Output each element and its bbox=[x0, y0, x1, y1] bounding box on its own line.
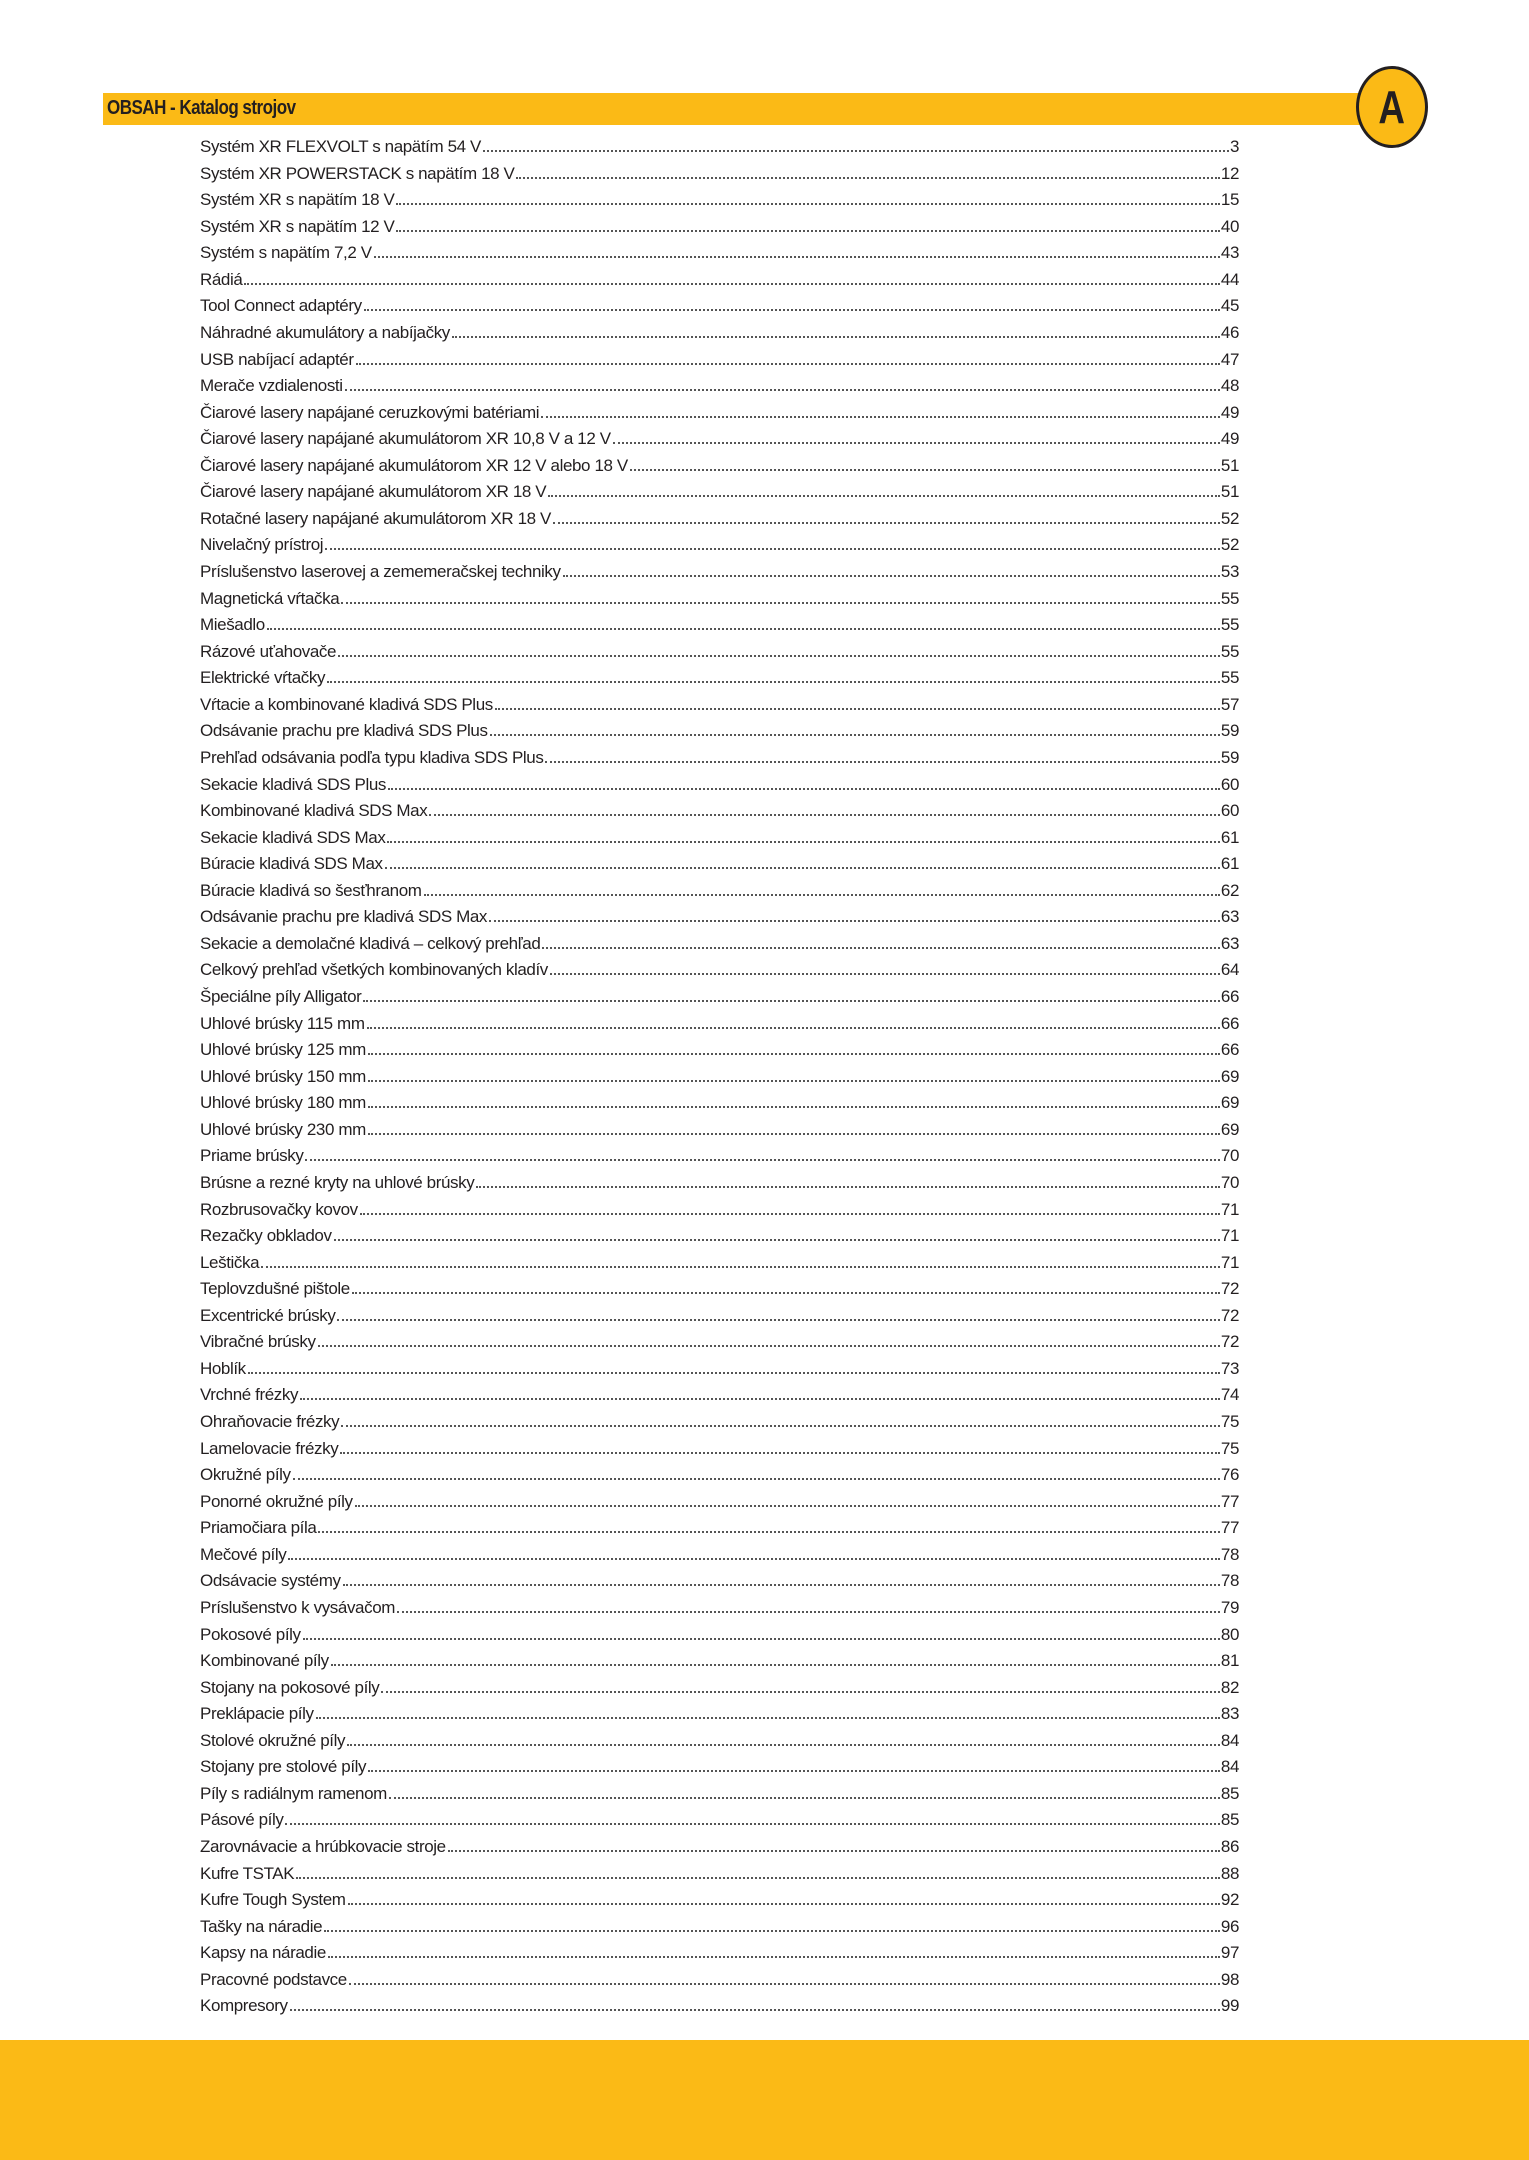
toc-entry[interactable] bbox=[200, 214, 1239, 241]
toc-entry[interactable] bbox=[200, 851, 1239, 878]
toc-entry-label: Píly s radiálnym ramenom bbox=[200, 1783, 387, 1803]
dot-leader bbox=[368, 1080, 1220, 1082]
dot-leader bbox=[300, 1398, 1220, 1400]
toc-entry-label: Rázové uťahovače bbox=[200, 641, 337, 661]
toc-entry-label: Kufre Tough System bbox=[200, 1890, 346, 1910]
toc-entry[interactable] bbox=[200, 1143, 1239, 1170]
toc-entry-page: 57 bbox=[1220, 694, 1239, 714]
toc-entry-page: 49 bbox=[1220, 402, 1239, 422]
toc-entry-label: Systém XR FLEXVOLT s napätím 54 V bbox=[200, 137, 481, 156]
dot-leader bbox=[305, 1159, 1219, 1161]
toc-entry-page: 71 bbox=[1220, 1226, 1239, 1246]
toc-entry[interactable] bbox=[200, 1568, 1239, 1595]
toc-entry[interactable] bbox=[200, 1728, 1239, 1755]
toc-entry-page: 55 bbox=[1220, 615, 1239, 635]
dot-leader bbox=[553, 522, 1220, 524]
dot-leader bbox=[397, 1611, 1220, 1613]
dot-leader bbox=[288, 1558, 1220, 1560]
toc-entry-label: Systém XR s napätím 12 V bbox=[200, 216, 395, 236]
toc-entry-label: Rozbrusovačky kovov bbox=[200, 1199, 358, 1219]
toc-entry[interactable] bbox=[200, 1701, 1239, 1728]
dot-leader bbox=[489, 920, 1220, 922]
toc-entry-page: 81 bbox=[1220, 1651, 1239, 1671]
toc-entry[interactable] bbox=[200, 1462, 1239, 1489]
toc-entry-page: 80 bbox=[1220, 1624, 1239, 1644]
dot-leader bbox=[290, 2009, 1220, 2011]
dot-leader bbox=[334, 1239, 1220, 1241]
toc-entry-label: Sekacie kladivá SDS Plus bbox=[200, 774, 386, 794]
dot-leader bbox=[293, 1478, 1220, 1480]
toc-entry[interactable] bbox=[200, 1382, 1239, 1409]
toc-entry-page: 69 bbox=[1220, 1066, 1239, 1086]
toc-entry-label: Kapsy na náradie bbox=[200, 1943, 326, 1963]
toc-entry-label: Čiarové lasery napájané ceruzkovými batériami bbox=[200, 402, 540, 422]
toc-entry-page: 71 bbox=[1220, 1199, 1239, 1219]
toc-entry-page: 96 bbox=[1220, 1916, 1239, 1936]
toc-entry[interactable] bbox=[200, 532, 1239, 559]
toc-entry[interactable] bbox=[200, 1303, 1239, 1330]
toc-entry[interactable] bbox=[200, 347, 1239, 374]
dot-leader bbox=[285, 1823, 1219, 1825]
dot-leader bbox=[389, 1797, 1220, 1799]
toc-entry[interactable] bbox=[200, 772, 1239, 799]
toc-entry[interactable] bbox=[200, 1356, 1239, 1383]
dot-leader bbox=[331, 1664, 1220, 1666]
dot-leader bbox=[337, 1319, 1219, 1321]
dot-leader bbox=[343, 1584, 1220, 1586]
toc-entry-label: Celkový prehľad všetkých kombinovaných kladív bbox=[200, 960, 548, 980]
toc-entry-page: 55 bbox=[1220, 588, 1239, 608]
toc-entry-label: Rezačky obkladov bbox=[200, 1226, 332, 1246]
dot-leader bbox=[563, 575, 1220, 577]
toc-entry-page: 99 bbox=[1220, 1996, 1239, 2016]
dot-leader bbox=[490, 734, 1220, 736]
toc-entry[interactable] bbox=[200, 1914, 1239, 1941]
toc-entry-page: 15 bbox=[1220, 190, 1239, 210]
toc-entry-page: 69 bbox=[1220, 1119, 1239, 1139]
toc-entry-page: 45 bbox=[1220, 296, 1239, 316]
dot-leader bbox=[364, 309, 1220, 311]
section-badge bbox=[1356, 66, 1428, 148]
header-bar bbox=[103, 93, 1378, 125]
dot-leader bbox=[327, 681, 1220, 683]
dot-leader bbox=[448, 1850, 1220, 1852]
dot-leader bbox=[318, 1531, 1219, 1533]
footer-band bbox=[0, 2040, 1529, 2160]
dot-leader bbox=[381, 1691, 1219, 1693]
toc-entry-page: 86 bbox=[1220, 1837, 1239, 1856]
toc-entry[interactable] bbox=[200, 1223, 1239, 1250]
toc-entry[interactable] bbox=[200, 1940, 1239, 1967]
dot-leader bbox=[388, 788, 1220, 790]
toc-entry-label: Kombinované kladivá SDS Max bbox=[200, 801, 428, 821]
toc-entry[interactable] bbox=[200, 1542, 1239, 1569]
toc-entry-page: 44 bbox=[1220, 269, 1239, 289]
dot-leader bbox=[542, 947, 1220, 949]
toc-entry-page: 48 bbox=[1220, 376, 1239, 396]
toc-entry[interactable] bbox=[200, 745, 1239, 772]
dot-leader bbox=[355, 1505, 1220, 1507]
toc-entry[interactable] bbox=[200, 1170, 1239, 1197]
toc-entry-page: 74 bbox=[1220, 1385, 1239, 1405]
toc-entry-label: Prehľad odsávania podľa typu kladiva SDS Plus bbox=[200, 747, 544, 767]
dot-leader bbox=[341, 1425, 1220, 1427]
dot-leader bbox=[516, 177, 1219, 179]
toc-entry[interactable] bbox=[200, 586, 1239, 613]
toc-entry-page: 46 bbox=[1220, 322, 1239, 342]
toc-entry-label: Čiarové lasery napájané akumulátorom XR 10,8 V a 12 V bbox=[200, 429, 611, 449]
dot-leader bbox=[303, 1638, 1220, 1640]
toc-entry-label: Leštička bbox=[200, 1252, 260, 1272]
toc-entry-label: Priame brúsky bbox=[200, 1146, 304, 1166]
toc-entry-label: Elektrické vŕtačky bbox=[200, 668, 326, 688]
toc-entry-label: Vibračné brúsky bbox=[200, 1332, 316, 1352]
toc-entry-page: 3 bbox=[1229, 137, 1239, 156]
toc-entry[interactable] bbox=[200, 1064, 1239, 1091]
toc-entry-label: Stojany na pokosové píly bbox=[200, 1677, 380, 1697]
toc-entry[interactable] bbox=[200, 931, 1239, 958]
toc-entry-page: 97 bbox=[1220, 1943, 1239, 1963]
toc-entry-label: Stojany pre stolové píly bbox=[200, 1757, 367, 1777]
toc-entry-page: 73 bbox=[1220, 1358, 1239, 1378]
dot-leader bbox=[368, 1053, 1220, 1055]
toc-entry-page: 66 bbox=[1220, 1013, 1239, 1033]
toc-entry[interactable] bbox=[200, 1011, 1239, 1038]
dot-leader bbox=[349, 1983, 1220, 1985]
dot-leader bbox=[368, 1106, 1220, 1108]
toc-entry[interactable] bbox=[200, 1967, 1239, 1994]
toc-entry-page: 83 bbox=[1220, 1704, 1239, 1724]
toc-entry[interactable] bbox=[200, 453, 1239, 480]
toc-entry-label: Miešadlo bbox=[200, 615, 265, 635]
toc-entry-label: Zarovnávacie a hrúbkovacie stroje bbox=[200, 1837, 446, 1856]
toc-entry[interactable] bbox=[200, 1648, 1239, 1675]
dot-leader bbox=[338, 655, 1220, 657]
dot-leader bbox=[387, 841, 1219, 843]
dot-leader bbox=[452, 336, 1220, 338]
dot-leader bbox=[545, 761, 1219, 763]
toc-entry-page: 92 bbox=[1220, 1890, 1239, 1910]
toc-entry-label: Tašky na náradie bbox=[200, 1916, 323, 1936]
toc-entry[interactable] bbox=[200, 825, 1239, 852]
toc-entry-page: 98 bbox=[1220, 1969, 1239, 1989]
toc-entry-label: Čiarové lasery napájané akumulátorom XR 18 V bbox=[200, 482, 547, 502]
toc-entry-page: 72 bbox=[1220, 1305, 1239, 1325]
dot-leader bbox=[341, 602, 1220, 604]
toc-entry-page: 52 bbox=[1220, 535, 1239, 555]
toc-entry-label: Pracovné podstavce bbox=[200, 1969, 347, 1989]
toc-entry[interactable] bbox=[200, 320, 1239, 347]
toc-entry-page: 66 bbox=[1220, 1040, 1239, 1060]
toc-entry-label: Lamelovacie frézky bbox=[200, 1438, 339, 1458]
toc-entry-page: 77 bbox=[1220, 1491, 1239, 1511]
toc-entry-page: 63 bbox=[1220, 933, 1239, 953]
toc-entry-label: Okružné píly bbox=[200, 1465, 291, 1485]
dot-leader bbox=[348, 1903, 1220, 1905]
toc-entry-page: 71 bbox=[1220, 1252, 1239, 1272]
toc-entry[interactable] bbox=[200, 479, 1239, 506]
toc-entry-page: 47 bbox=[1220, 349, 1239, 369]
toc-entry-label: Uhlové brúsky 150 mm bbox=[200, 1066, 366, 1086]
toc-entry-page: 85 bbox=[1220, 1783, 1239, 1803]
toc-entry-page: 76 bbox=[1220, 1465, 1239, 1485]
toc-entry[interactable] bbox=[200, 187, 1239, 214]
dot-leader bbox=[368, 1770, 1220, 1772]
toc-entry[interactable] bbox=[200, 267, 1239, 294]
toc-entry-page: 75 bbox=[1220, 1412, 1239, 1431]
toc-entry[interactable] bbox=[200, 878, 1239, 905]
toc-entry-label: Kombinované píly bbox=[200, 1651, 329, 1671]
toc-entry-label: Kompresory bbox=[200, 1996, 288, 2016]
toc-entry[interactable] bbox=[200, 1861, 1239, 1888]
toc-entry[interactable] bbox=[200, 957, 1239, 984]
toc-entry-label: Búracie kladivá so šesťhranom bbox=[200, 880, 422, 900]
toc-entry-label: Tool Connect adaptéry bbox=[200, 296, 362, 316]
toc-entry-label: Čiarové lasery napájané akumulátorom XR 12 V alebo 18 V bbox=[200, 455, 628, 475]
toc-entry-page: 62 bbox=[1220, 880, 1239, 900]
toc-entry[interactable] bbox=[200, 400, 1239, 427]
toc-entry-label: Pokosové píly bbox=[200, 1624, 301, 1644]
toc-entry-page: 43 bbox=[1220, 243, 1239, 263]
toc-entry[interactable] bbox=[200, 1276, 1239, 1303]
toc-entry[interactable] bbox=[200, 426, 1239, 453]
toc-entry-label: Excentrické brúsky bbox=[200, 1305, 336, 1325]
toc-entry-page: 53 bbox=[1220, 562, 1239, 581]
toc-entry[interactable] bbox=[200, 612, 1239, 639]
toc-entry[interactable] bbox=[200, 1329, 1239, 1356]
toc-entry[interactable] bbox=[200, 1037, 1239, 1064]
toc-entry-label: Uhlové brúsky 180 mm bbox=[200, 1093, 366, 1113]
dot-leader bbox=[345, 389, 1220, 391]
dot-leader bbox=[340, 1452, 1220, 1454]
toc-entry-label: Rádiá bbox=[200, 269, 243, 289]
toc-entry-label: Systém s napätím 7,2 V bbox=[200, 243, 372, 263]
dot-leader bbox=[367, 1027, 1220, 1029]
toc-entry-page: 75 bbox=[1220, 1438, 1239, 1458]
toc-entry[interactable] bbox=[200, 798, 1239, 825]
toc-entry-page: 61 bbox=[1220, 827, 1239, 847]
toc-entry-page: 60 bbox=[1220, 801, 1239, 821]
dot-leader bbox=[396, 203, 1219, 205]
toc-entry-label: Uhlové brúsky 230 mm bbox=[200, 1119, 366, 1139]
toc-entry-label: Nivelačný prístroj bbox=[200, 535, 324, 555]
toc-entry-page: 52 bbox=[1220, 508, 1239, 528]
toc-entry[interactable] bbox=[200, 1090, 1239, 1117]
dot-leader bbox=[296, 1877, 1220, 1879]
toc-entry-label: Priamočiara píla bbox=[200, 1518, 317, 1538]
dot-leader bbox=[630, 469, 1220, 471]
toc-entry-page: 66 bbox=[1220, 987, 1239, 1006]
toc-entry-label: Príslušenstvo laserovej a zememeračskej techniky bbox=[200, 562, 561, 581]
toc-entry-page: 60 bbox=[1220, 774, 1239, 794]
toc-entry-page: 88 bbox=[1220, 1863, 1239, 1883]
dot-leader bbox=[244, 283, 1219, 285]
toc-entry[interactable] bbox=[200, 665, 1239, 692]
dot-leader bbox=[424, 894, 1220, 896]
toc-entry-page: 70 bbox=[1220, 1146, 1239, 1166]
dot-leader bbox=[248, 1372, 1220, 1374]
dot-leader bbox=[550, 973, 1220, 975]
toc-entry-page: 79 bbox=[1220, 1597, 1239, 1617]
toc-entry-page: 59 bbox=[1220, 721, 1239, 741]
toc-entry-label: Náhradné akumulátory a nabíjačky bbox=[200, 322, 450, 342]
toc-entry-label: Príslušenstvo k vysávačom bbox=[200, 1597, 396, 1617]
toc-entry-label: Brúsne a rezné kryty na uhlové brúsky bbox=[200, 1172, 475, 1192]
toc-entry-label: Pásové píly bbox=[200, 1810, 284, 1830]
dot-leader bbox=[318, 1345, 1220, 1347]
toc-entry[interactable] bbox=[200, 134, 1239, 161]
page-title: OBSAH - Katalog strojov bbox=[107, 97, 296, 119]
dot-leader bbox=[325, 548, 1220, 550]
table-of-contents bbox=[200, 134, 1239, 2020]
toc-entry[interactable] bbox=[200, 1489, 1239, 1516]
toc-entry[interactable] bbox=[200, 293, 1239, 320]
toc-entry-page: 51 bbox=[1220, 455, 1239, 475]
toc-entry[interactable] bbox=[200, 1781, 1239, 1808]
toc-entry[interactable] bbox=[200, 1250, 1239, 1277]
toc-entry-label: Odsávanie prachu pre kladivá SDS Max bbox=[200, 907, 488, 927]
toc-entry[interactable] bbox=[200, 718, 1239, 745]
toc-entry[interactable] bbox=[200, 161, 1239, 188]
section-letter: A bbox=[1378, 81, 1406, 133]
toc-entry[interactable] bbox=[200, 1754, 1239, 1781]
dot-leader bbox=[352, 1292, 1220, 1294]
toc-entry[interactable] bbox=[200, 1887, 1239, 1914]
dot-leader bbox=[476, 1186, 1220, 1188]
toc-entry-label: Magnetická vŕtačka bbox=[200, 588, 340, 608]
toc-entry[interactable] bbox=[200, 373, 1239, 400]
toc-entry[interactable] bbox=[200, 984, 1239, 1011]
dot-leader bbox=[548, 495, 1220, 497]
toc-entry-page: 55 bbox=[1220, 668, 1239, 688]
toc-entry-label: Sekacie kladivá SDS Max bbox=[200, 827, 386, 847]
toc-entry-page: 77 bbox=[1220, 1518, 1239, 1538]
dot-leader bbox=[613, 442, 1220, 444]
toc-entry-page: 69 bbox=[1220, 1093, 1239, 1113]
toc-entry-page: 84 bbox=[1220, 1757, 1239, 1777]
toc-entry-page: 61 bbox=[1220, 854, 1239, 874]
toc-entry[interactable] bbox=[200, 692, 1239, 719]
toc-entry[interactable] bbox=[200, 1515, 1239, 1542]
toc-entry-page: 78 bbox=[1220, 1571, 1239, 1591]
toc-entry-label: Špeciálne píly Alligator bbox=[200, 987, 362, 1006]
dot-leader bbox=[356, 363, 1220, 365]
toc-entry[interactable] bbox=[200, 559, 1239, 586]
toc-entry-label: Stolové okružné píly bbox=[200, 1730, 346, 1750]
toc-entry-page: 70 bbox=[1220, 1172, 1239, 1192]
toc-entry-label: Uhlové brúsky 125 mm bbox=[200, 1040, 366, 1060]
toc-entry[interactable] bbox=[200, 904, 1239, 931]
toc-entry-label: Ponorné okružné píly bbox=[200, 1491, 353, 1511]
toc-entry-page: 40 bbox=[1220, 216, 1239, 236]
dot-leader bbox=[360, 1213, 1220, 1215]
toc-entry-label: Odsávacie systémy bbox=[200, 1571, 341, 1591]
toc-entry[interactable] bbox=[200, 1197, 1239, 1224]
dot-leader bbox=[483, 150, 1229, 152]
toc-entry-label: Sekacie a demolačné kladivá – celkový prehľad bbox=[200, 933, 541, 953]
toc-entry-page: 82 bbox=[1220, 1677, 1239, 1697]
toc-entry-page: 55 bbox=[1220, 641, 1239, 661]
toc-entry-label: Odsávanie prachu pre kladivá SDS Plus bbox=[200, 721, 488, 741]
toc-entry-label: USB nabíjací adaptér bbox=[200, 349, 354, 369]
toc-entry-label: Preklápacie píly bbox=[200, 1704, 314, 1724]
toc-entry-page: 72 bbox=[1220, 1279, 1239, 1299]
toc-entry-label: Systém XR POWERSTACK s napätím 18 V bbox=[200, 163, 515, 183]
toc-entry[interactable] bbox=[200, 1675, 1239, 1702]
toc-entry-label: Systém XR s napätím 18 V bbox=[200, 190, 395, 210]
toc-entry-label: Búracie kladivá SDS Max bbox=[200, 854, 383, 874]
dot-leader bbox=[363, 1000, 1219, 1002]
toc-entry-label: Mečové píly bbox=[200, 1544, 287, 1564]
dot-leader bbox=[368, 1133, 1220, 1135]
toc-entry-page: 51 bbox=[1220, 482, 1239, 502]
dot-leader bbox=[374, 256, 1220, 258]
toc-entry[interactable] bbox=[200, 1409, 1239, 1436]
toc-entry-label: Vŕtacie a kombinované kladivá SDS Plus bbox=[200, 694, 493, 714]
toc-entry-label: Uhlové brúsky 115 mm bbox=[200, 1013, 365, 1033]
dot-leader bbox=[267, 628, 1220, 630]
dot-leader bbox=[385, 867, 1220, 869]
dot-leader bbox=[316, 1717, 1220, 1719]
toc-entry-page: 78 bbox=[1220, 1544, 1239, 1564]
toc-entry-page: 84 bbox=[1220, 1730, 1239, 1750]
toc-entry-page: 85 bbox=[1220, 1810, 1239, 1830]
toc-entry-label: Ohraňovacie frézky bbox=[200, 1412, 340, 1431]
dot-leader bbox=[396, 230, 1219, 232]
dot-leader bbox=[495, 708, 1220, 710]
toc-entry[interactable] bbox=[200, 1595, 1239, 1622]
toc-entry-label: Vrchné frézky bbox=[200, 1385, 299, 1405]
toc-entry[interactable] bbox=[200, 240, 1239, 267]
toc-entry-page: 72 bbox=[1220, 1332, 1239, 1352]
toc-entry[interactable] bbox=[200, 1117, 1239, 1144]
toc-entry[interactable] bbox=[200, 1436, 1239, 1463]
dot-leader bbox=[541, 416, 1220, 418]
toc-entry[interactable] bbox=[200, 1807, 1239, 1834]
toc-entry[interactable] bbox=[200, 1622, 1239, 1649]
toc-entry[interactable] bbox=[200, 1993, 1239, 2020]
toc-entry-label: Kufre TSTAK bbox=[200, 1863, 295, 1883]
toc-entry-page: 64 bbox=[1220, 960, 1239, 980]
toc-entry-label: Rotačné lasery napájané akumulátorom XR 18 V bbox=[200, 508, 551, 528]
dot-leader bbox=[324, 1930, 1220, 1932]
toc-entry-label: Teplovzdušné pištole bbox=[200, 1279, 350, 1299]
toc-entry-page: 59 bbox=[1220, 747, 1239, 767]
dot-leader bbox=[328, 1956, 1220, 1958]
toc-entry[interactable] bbox=[200, 1834, 1239, 1861]
toc-entry-label: Hoblík bbox=[200, 1358, 246, 1378]
dot-leader bbox=[429, 814, 1220, 816]
toc-entry[interactable] bbox=[200, 506, 1239, 533]
dot-leader bbox=[261, 1266, 1220, 1268]
dot-leader bbox=[347, 1744, 1220, 1746]
toc-entry-page: 63 bbox=[1220, 907, 1239, 927]
toc-entry-page: 49 bbox=[1220, 429, 1239, 449]
toc-entry-label: Merače vzdialenosti bbox=[200, 376, 343, 396]
toc-entry-page: 12 bbox=[1220, 163, 1239, 183]
toc-entry[interactable] bbox=[200, 639, 1239, 666]
